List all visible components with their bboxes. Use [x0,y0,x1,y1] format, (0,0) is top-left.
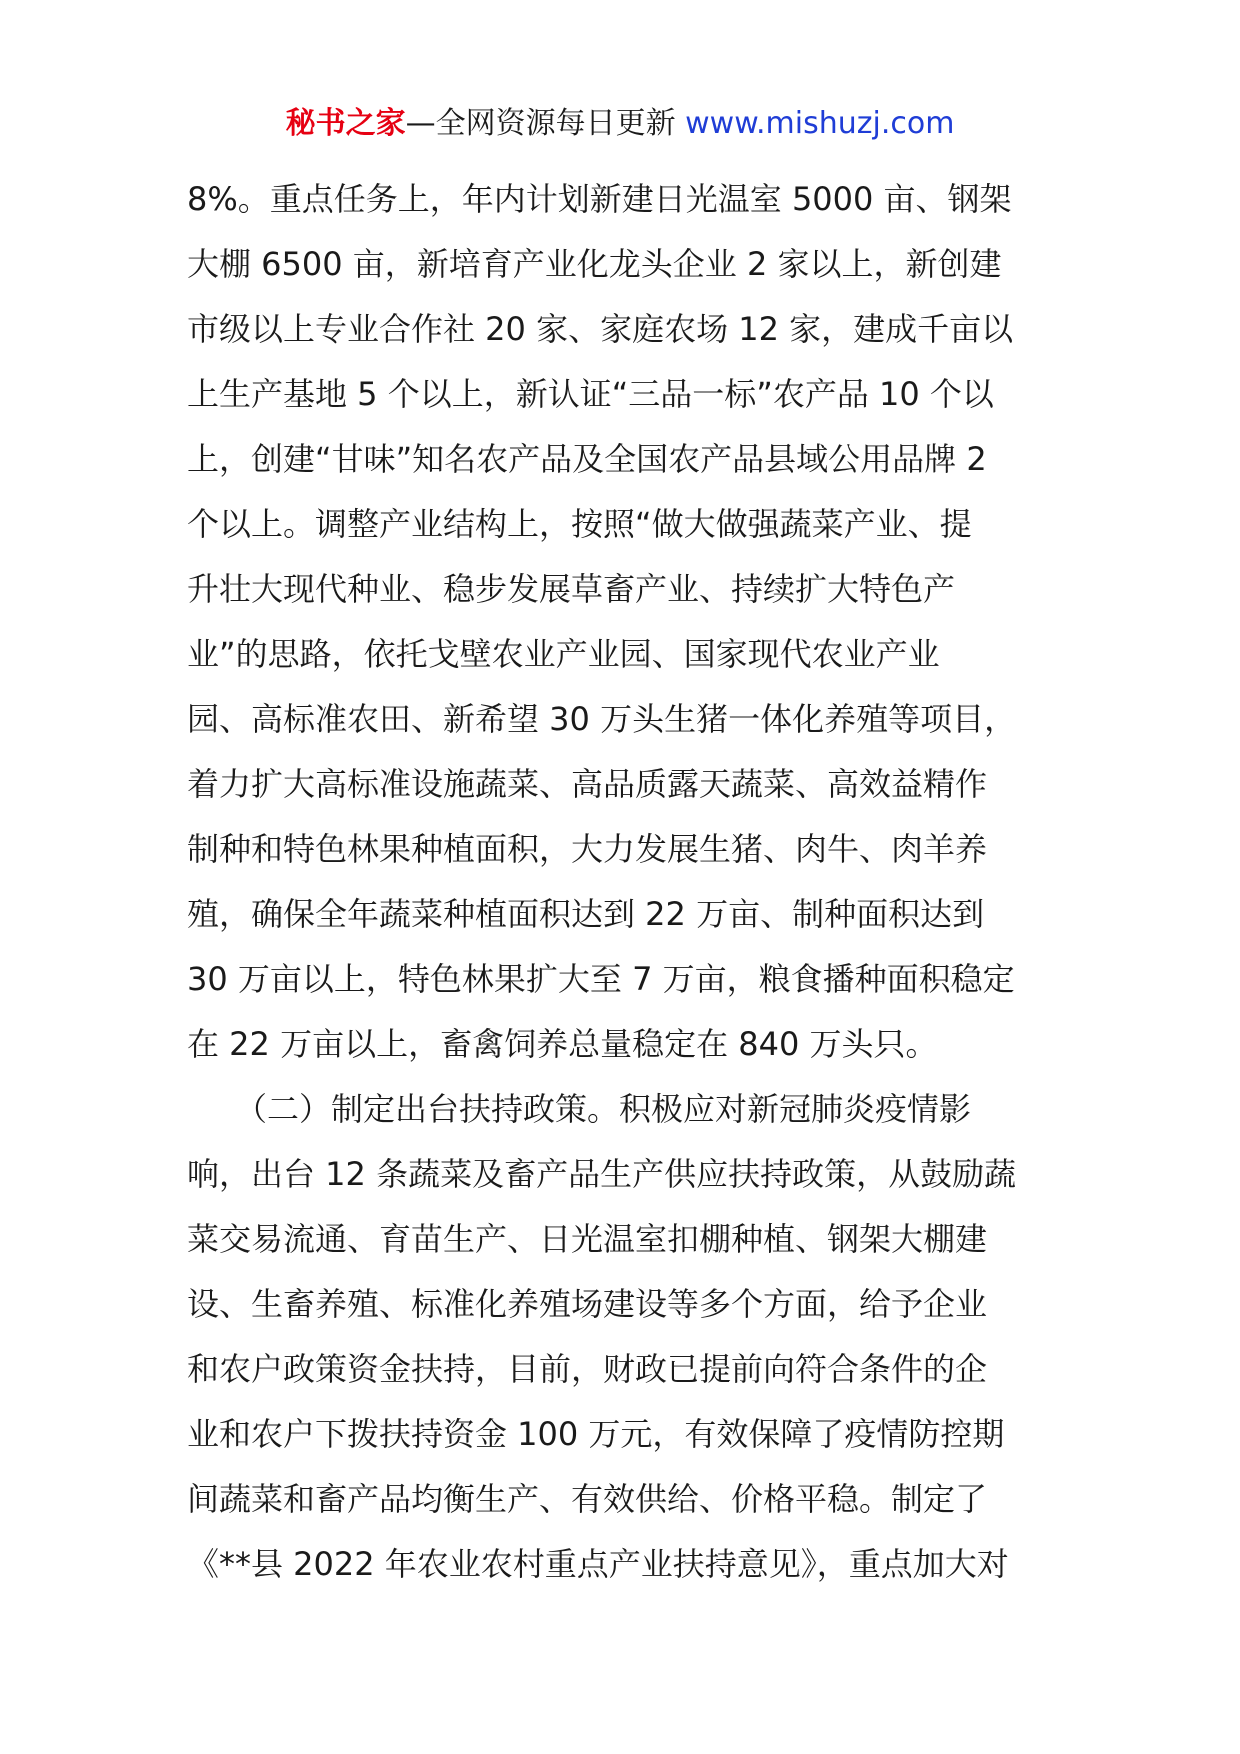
text-line: 响，出台 12 条蔬菜及畜产品生产供应扶持政策，从鼓励蔬 [187,1155,1017,1193]
header-tagline: —全网资源每日更新 [405,106,686,141]
text-line: 园、高标准农田、新希望 30 万头生猪一体化养殖等项目， [187,700,1017,738]
text-line: 业和农户下拨扶持资金 100 万元，有效保障了疫情防控期 [187,1415,1005,1453]
text-line: 菜交易流通、育苗生产、日光温室扣棚种植、钢架大棚建 [187,1220,988,1258]
document-body [187,167,1057,1597]
text-line: 殖，确保全年蔬菜种植面积达到 22 万亩、制种面积达到 [187,895,985,933]
text-line: 制种和特色林果种植面积，大力发展生猪、肉牛、肉羊养 [187,830,988,868]
text-line: 30 万亩以上，特色林果扩大至 7 万亩，粮食播种面积稳定 [187,960,1015,998]
text-line: 大棚 6500 亩，新培育产业化龙头企业 2 家以上，新创建 [187,245,1002,283]
section-heading-line: （二）制定出台扶持政策。积极应对新冠肺炎疫情影 [187,1090,972,1128]
text-line: 上，创建“甘味”知名农产品及全国农产品县域公用品牌 2 [187,440,987,478]
site-url-link[interactable]: www.mishuzj.com [685,106,955,141]
text-line: 上生产基地 5 个以上，新认证“三品一标”农产品 10 个以 [187,375,994,413]
text-line: 在 22 万亩以上，畜禽饲养总量稳定在 840 万头只。 [187,1025,938,1063]
site-header-banner [0,101,1240,147]
text-line: 间蔬菜和畜产品均衡生产、有效供给、价格平稳。制定了 [187,1480,988,1518]
text-line: 业”的思路，依托戈壁农业产业园、国家现代农业产业 [187,635,940,673]
text-line: 和农户政策资金扶持，目前，财政已提前向符合条件的企 [187,1350,988,1388]
text-line: 设、生畜养殖、标准化养殖场建设等多个方面，给予企业 [187,1285,988,1323]
text-line: 8%。重点任务上，年内计划新建日光温室 5000 亩、钢架 [187,180,1012,218]
text-line: 个以上。调整产业结构上，按照“做大做强蔬菜产业、提 [187,505,972,543]
text-line: 《**县 2022 年农业农村重点产业扶持意见》，重点加大对 [187,1545,1009,1583]
text-line: 着力扩大高标准设施蔬菜、高品质露天蔬菜、高效益精作 [187,765,988,803]
text-line: 升壮大现代种业、稳步发展草畜产业、持续扩大特色产 [187,570,956,608]
text-line: 市级以上专业合作社 20 家、家庭农场 12 家，建成千亩以 [187,310,1014,348]
brand-name: 秘书之家 [285,106,406,141]
